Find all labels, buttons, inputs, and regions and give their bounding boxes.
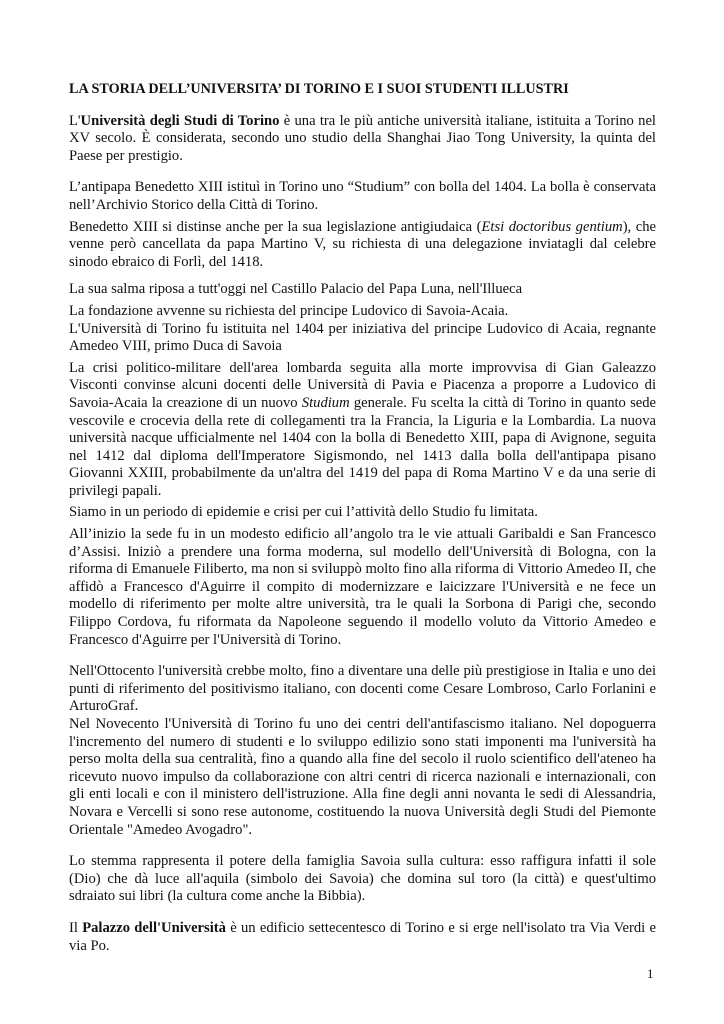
paragraph-benedetto-text-a: Benedetto XIII si distinse anche per la sua legislazione antigiudaica (	[69, 218, 482, 235]
paragraph-novecento: Nel Novecento l'Università di Torino fu uno dei centri dell'antifascismo italiano. Nel dopoguerra l'incremento del numero di studenti e lo sviluppo edilizio sono stati imponenti ma l'università ha perso molta della sua centralità, fino a quando alla fine del secolo il ruolo scientifico dell'ateneo ha ricevuto nuovo impulso da collaborazione con altri centri di ricerca nazionali e internazionali, con gli enti locali e con il ministero dell'istruzione. Alla fine degli anni novanta le sedi di Alessandria, Novara e Vercelli si sono rese autonome, costituendo la nuova Università degli Studi del Piemonte Orientale "Amedeo Avogadro".	[69, 716, 656, 838]
paragraph-ottocento: Nell'Ottocento l'università crebbe molto, fino a diventare una delle più prestigiose in Italia e uno dei punti di riferimento del positivismo italiano, con docenti come Cesare Lombroso, Carlo Forlanini e ArturoGraf.	[69, 663, 656, 715]
paragraph-stemma: Lo stemma rappresenta il potere della famiglia Savoia sulla cultura: esso raffigura infatti il sole (Dio) che dà luce all'aquila (simbolo dei Savoia) che domina sul toro (la città) e quest'ultimo sdraiato sui libri (la cultura come anche la Bibbia).	[69, 853, 656, 905]
paragraph-intro-prefix: L'	[69, 112, 81, 129]
paragraph-istituzione: L'Università di Torino fu istituita nel 1404 per iniziativa del principe Ludovico di Acaia, regnante Amedeo VIII, primo Duca di Savoia	[69, 320, 656, 355]
paragraph-palazzo	[69, 920, 656, 955]
document-page	[69, 81, 656, 955]
paragraph-crisi	[69, 360, 656, 501]
paragraph-palazzo-text: è un edificio settecentesco di Torino e si erge nell'isolato tra Via Verdi e via Po.	[69, 919, 656, 954]
paragraph-benedetto-text-b: ), che venne però cancellata da papa Martino V, su richiesta di una delegazione inviatagli dal celebre sinodo ebraico di Forlì, del 1418.	[69, 218, 656, 270]
paragraph-epidemie: Siamo in un periodo di epidemie e crisi per cui l’attività dello Studio fu limitata.	[69, 504, 538, 521]
paragraph-fondazione: La fondazione avvenne su richiesta del principe Ludovico di Savoia-Acaia.	[69, 302, 509, 319]
paragraph-intro	[69, 113, 656, 166]
document-title: LA STORIA DELL’UNIVERSITA’ DI TORINO E I SUOI STUDENTI ILLUSTRI	[69, 81, 569, 97]
paragraph-crisi-text-b: generale. Fu scelta la città di Torino in quanto sede vescovile e crocevia della rete di collegamenti tra la Francia, la Liguria e la Lombardia. La nuova università nacque ufficialmente nel 1404 con la bolla di Benedetto XIII, papa di Avignone, seguita nel 1412 dal diploma dell'Imperatore Sigismondo, nel 1413 dalla bolla dell'antipapa pisano Giovanni XXIII, probabilmente da un'altra del 1419 del papa di Roma Martino V e da una serie di privilegi papali.	[69, 394, 656, 499]
paragraph-salma: La sua salma riposa a tutt'oggi nel Castillo Palacio del Papa Luna, nell'Illueca	[69, 281, 523, 298]
paragraph-studium: L’antipapa Benedetto XIII istituì in Torino uno “Studium” con bolla del 1404. La bolla è conservata nell’Archivio Storico della Città di Torino.	[69, 179, 656, 213]
paragraph-benedetto	[69, 219, 656, 272]
studium-italic: Studium	[301, 394, 350, 411]
bull-title-italic: Etsi doctoribus gentium	[481, 218, 623, 235]
palazzo-bold: Palazzo dell'Università	[82, 919, 226, 936]
paragraph-crisi-text-a: La crisi politico-militare dell'area lombarda seguita alla morte improvvisa di Gian Galeazzo Visconti convinse alcuni docenti delle Università di Pavia e Piacenza a proporre a Ludovico di Savoia-Acaia la creazione di un nuovo	[69, 359, 656, 411]
paragraph-sede: All’inizio la sede fu in un modesto edificio all’angolo tra le vie attuali Garibaldi e San Francesco d’Assisi. Iniziò a prendere una forma moderna, sul modello dell'Università di Bologna, con la riforma di Emanuele Filiberto, ma non si sviluppò molto fino alla riforma di Vittorio Amedeo II, che affidò a Francesco d'Aguirre il compito di modernizzare e laicizzare l'Università e ne fece un modello di riferimento per molte altre università, tra le quali la Sorbona di Parigi che, secondo Filippo Cordova, fu riformata da Napoleone seguendo il modello voluto da Vittorio Amedeo e Francesco d'Aguirre per l'Università di Torino.	[69, 526, 656, 648]
paragraph-palazzo-prefix: Il	[69, 919, 83, 936]
page-number: 1	[647, 966, 654, 981]
paragraph-intro-text: è una tra le più antiche università italiane, istituita a Torino nel XV secolo. È considerata, secondo uno studio della Shanghai Jiao Tong University, la quinta del Paese per prestigio.	[69, 112, 656, 164]
university-name-bold: Università degli Studi di Torino	[80, 112, 280, 129]
